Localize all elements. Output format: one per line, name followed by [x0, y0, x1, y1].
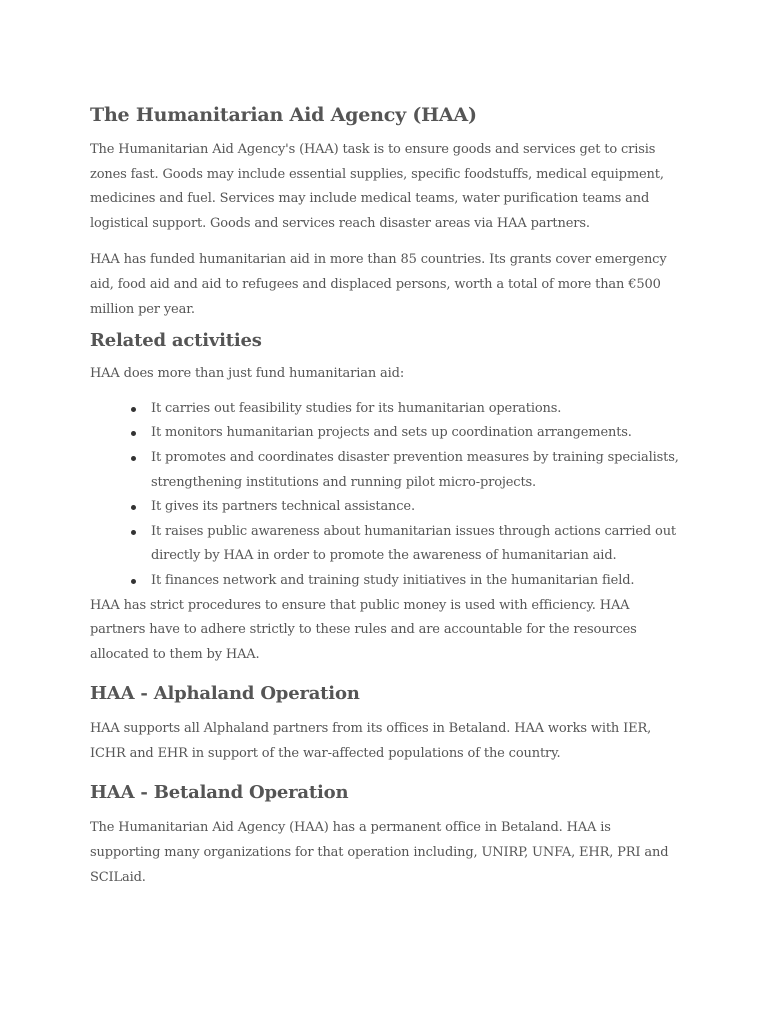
list-item: It raises public awareness about humanitarian issues through actions carried out directly by HAA in order to promote the awareness of humanitarian aid. — [151, 520, 680, 569]
list-item: It carries out feasibility studies for its humanitarian operations. — [151, 397, 680, 422]
betaland-heading: HAA - Betaland Operation — [90, 782, 349, 804]
list-item: It monitors humanitarian projects and sets up coordination arrangements. — [151, 421, 680, 446]
alphaland-heading: HAA - Alphaland Operation — [90, 683, 360, 705]
funding-paragraph: HAA has funded humanitarian aid in more than 85 countries. Its grants cover emergency aid, food aid and aid to refugees and displaced persons, worth a total of more than €500 million per year. — [90, 252, 667, 317]
related-intro-paragraph: HAA does more than just fund humanitarian aid: — [90, 366, 405, 382]
page-title: The Humanitarian Aid Agency (HAA) — [90, 104, 477, 126]
alphaland-paragraph: HAA supports all Alphaland partners from its offices in Betaland. HAA works with IER, ICHR and EHR in support of the war-affected populations of the country. — [90, 721, 652, 761]
list-item: It promotes and coordinates disaster prevention measures by training specialists, strengthening institutions and running pilot micro-projects. — [151, 446, 680, 495]
list-item: It finances network and training study initiatives in the humanitarian field. — [151, 569, 680, 594]
related-activities-list — [90, 397, 680, 594]
list-item: It gives its partners technical assistance. — [151, 495, 680, 520]
betaland-paragraph: The Humanitarian Aid Agency (HAA) has a permanent office in Betaland. HAA is supporting many organizations for that operation including, UNIRP, UNFA, EHR, PRI and SCILaid. — [90, 820, 669, 885]
related-activities-heading: Related activities — [90, 330, 262, 352]
intro-paragraph: The Humanitarian Aid Agency's (HAA) task is to ensure goods and services get to crisis zones fast. Goods may include essential supplies, specific foodstuffs, medical equipment, medicines and fuel. Services may include medical teams, water purification teams and logistical support. Goods and services reach disaster areas via HAA partners. — [90, 142, 664, 231]
procedures-paragraph: HAA has strict procedures to ensure that public money is used with efficiency. HAA partners have to adhere strictly to these rules and are accountable for the resources allocated to them by HAA. — [90, 597, 637, 662]
